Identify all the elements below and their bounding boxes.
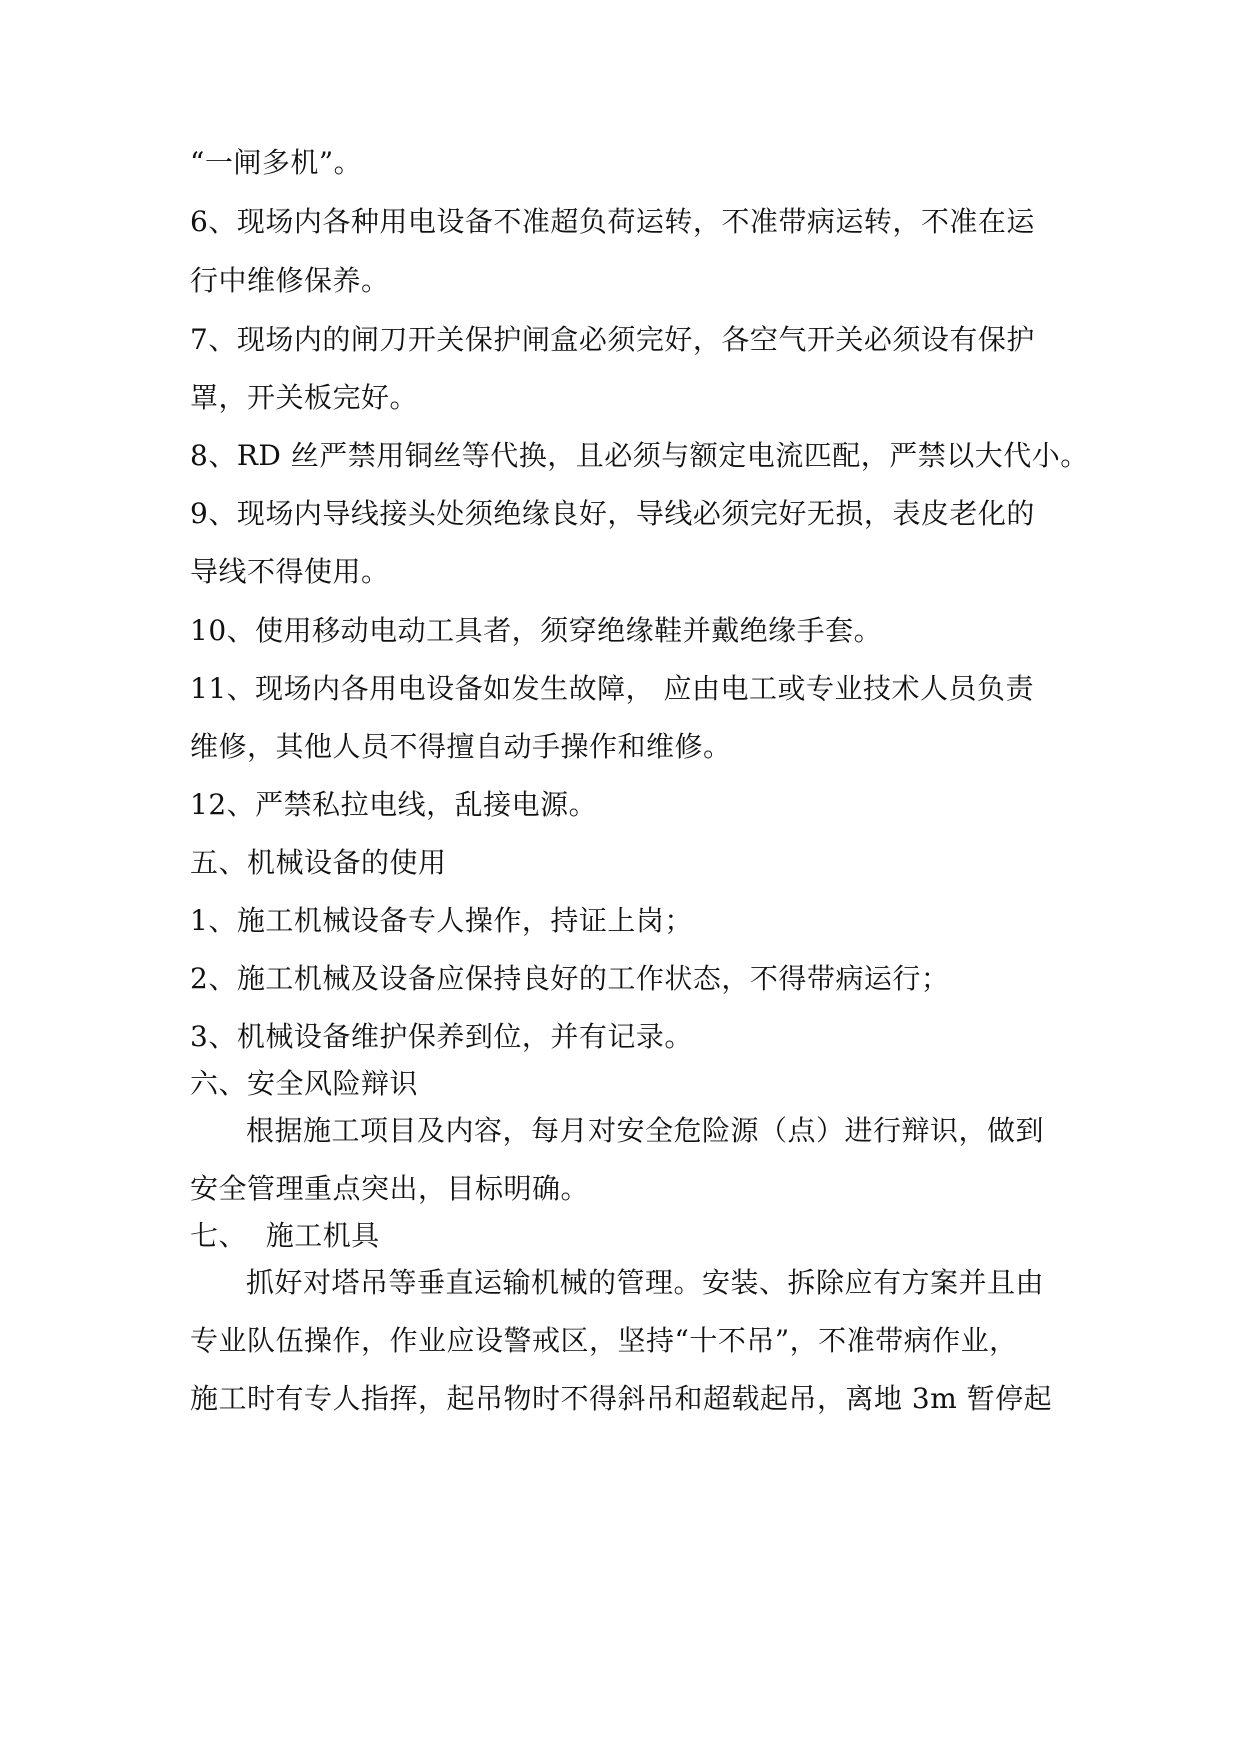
text-line: 施工时有专人指挥，起吊物时不得斜吊和超载起吊，离地 3m 暂停起 bbox=[190, 1382, 1053, 1415]
section-heading: 七、 施工机具 bbox=[190, 1219, 380, 1252]
text-line: 安全管理重点突出，目标明确。 bbox=[190, 1172, 590, 1205]
text-line: 8、RD 丝严禁用铜丝等代换，且必须与额定电流匹配，严禁以大代小。 bbox=[190, 439, 1089, 472]
text-line: 导线不得使用。 bbox=[190, 555, 390, 588]
text-line: 行中维修保养。 bbox=[190, 264, 390, 297]
text-line: 10、使用移动电动工具者，须穿绝缘鞋并戴绝缘手套。 bbox=[190, 614, 883, 647]
text-line: 罩，开关板完好。 bbox=[190, 381, 419, 414]
paragraph-first-line: 根据施工项目及内容，每月对安全危险源（点）进行辩识，做到 bbox=[246, 1114, 1045, 1147]
text-line: 7、现场内的闸刀开关保护闸盒必须完好，各空气开关必须设有保护 bbox=[190, 323, 1035, 356]
text-line: 11、现场内各用电设备如发生故障， 应由电工或专业技术人员负责 bbox=[190, 672, 1035, 705]
text-line: 3、机械设备维护保养到位，并有记录。 bbox=[190, 1020, 693, 1053]
text-line: 专业队伍操作，作业应设警戒区，坚持“十不吊”，不准带病作业， bbox=[190, 1324, 1018, 1357]
section-heading: 六、安全风险辩识 bbox=[190, 1067, 419, 1100]
text-line: 9、现场内导线接头处须绝缘良好，导线必须完好无损，表皮老化的 bbox=[190, 497, 1035, 530]
paragraph-first-line: 抓好对塔吊等垂直运输机械的管理。安装、拆除应有方案并且由 bbox=[246, 1266, 1045, 1299]
section-heading: 五、机械设备的使用 bbox=[190, 846, 447, 879]
text-line: 维修，其他人员不得擅自动手操作和维修。 bbox=[190, 730, 732, 763]
text-line: 6、现场内各种用电设备不准超负荷运转，不准带病运转，不准在运 bbox=[190, 205, 1035, 238]
text-line: 1、施工机械设备专人操作，持证上岗； bbox=[190, 904, 693, 937]
text-line: 12、严禁私拉电线，乱接电源。 bbox=[190, 788, 598, 821]
text-line: “一闸多机”。 bbox=[190, 146, 363, 179]
text-line: 2、施工机械及设备应保持良好的工作状态，不得带病运行； bbox=[190, 962, 950, 995]
